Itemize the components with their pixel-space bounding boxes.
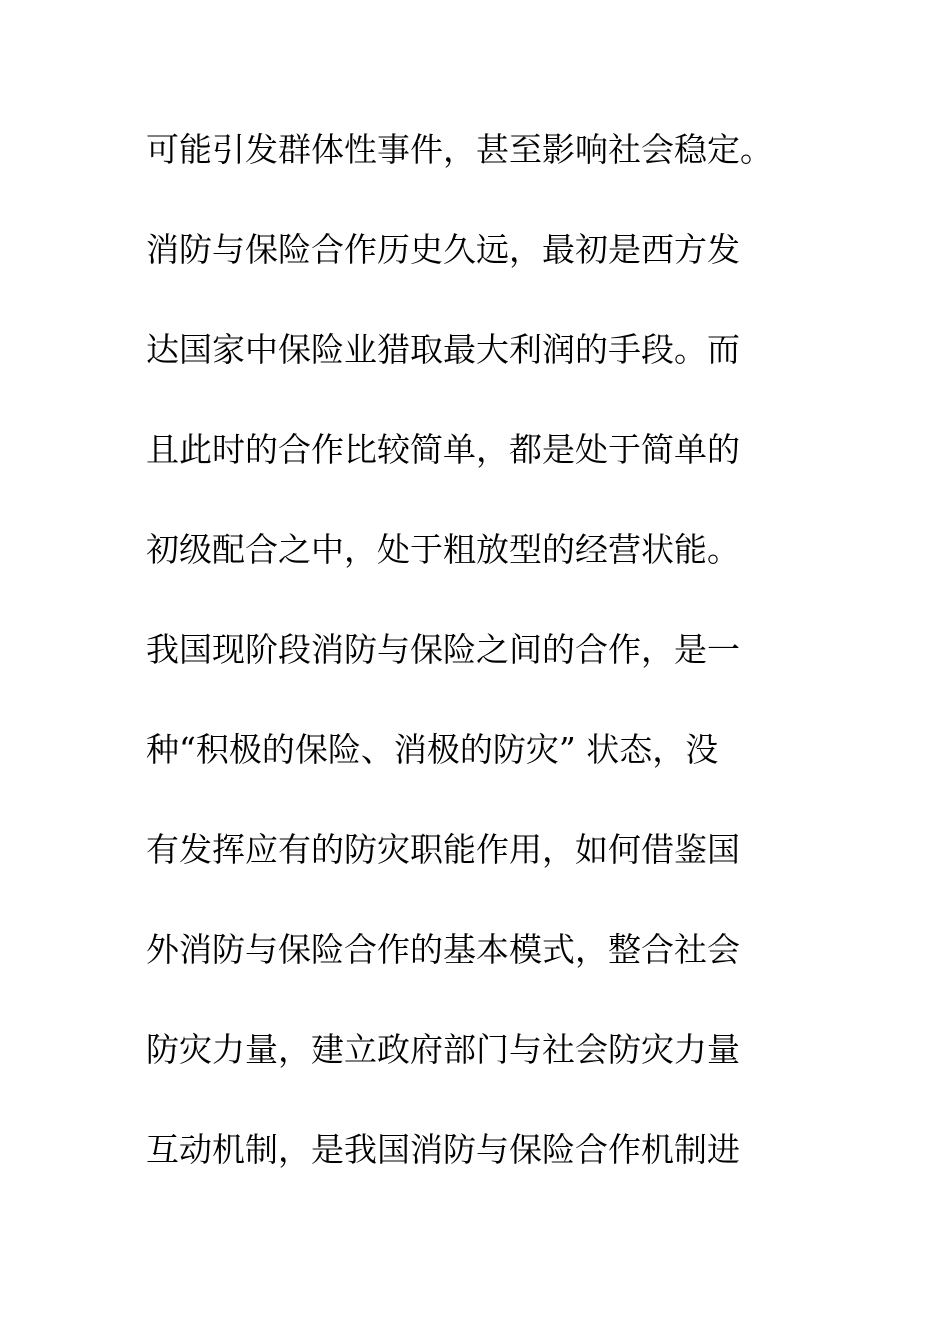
text-line: 互动机制，是我国消防与保险合作机制进 xyxy=(146,1130,740,1169)
text-line: 种“积极的保险、消极的防灾” 状态，没 xyxy=(146,730,719,769)
text-line: 消防与保险合作历史久远，最初是西方发 xyxy=(146,230,740,269)
text-line: 初级配合之中，处于粗放型的经营状能。 xyxy=(146,530,740,569)
text-line: 防灾力量，建立政府部门与社会防灾力量 xyxy=(146,1030,740,1069)
text-line: 可能引发群体性事件，甚至影响社会稳定。 xyxy=(146,130,773,169)
text-line: 且此时的合作比较简单，都是处于简单的 xyxy=(146,430,740,469)
text-line: 达国家中保险业猎取最大利润的手段。而 xyxy=(146,330,740,369)
text-line: 外消防与保险合作的基本模式，整合社会 xyxy=(146,930,740,969)
text-line: 我国现阶段消防与保险之间的合作，是一 xyxy=(146,630,740,669)
text-line: 有发挥应有的防灾职能作用，如何借鉴国 xyxy=(146,830,740,869)
